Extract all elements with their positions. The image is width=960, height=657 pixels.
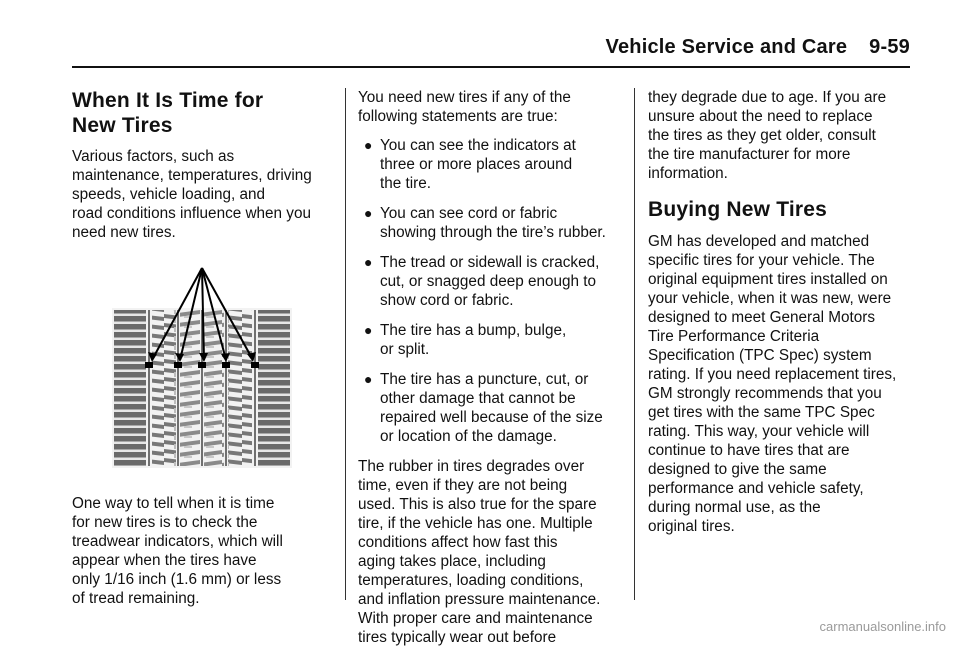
heading-when-time-for-new-tires: When It Is Time for New Tires xyxy=(72,89,264,137)
buying-paragraph: GM has developed and matched specific tires for your vehicle. The original equipment tires installed on your vehicle, when it was new, were designed to meet General Motors Tire Performance Criteria Specification (TPC Spec) system rating. If you need replacement tires, GM strongly recommends that you get tires with the same TPC Spec rating. This way, your vehicle will continue to have tires that are designed to give the same performance and vehicle safety, during normal use, as the original tires. xyxy=(648,233,897,535)
column-2 xyxy=(358,88,622,657)
header-section: Vehicle Service and Care xyxy=(605,36,848,58)
bullet-item: ● The tire has a bump, bulge, or split. xyxy=(364,322,567,358)
bullet-dot-icon: ● xyxy=(364,254,373,270)
heading-buying-new-tires: Buying New Tires xyxy=(648,198,828,221)
treadwear-paragraph: One way to tell when it is time for new tires is to check the treadwear indicators, which will appear when the tires have only 1/16 inch (1.6 mm) or less of tread remaining. xyxy=(72,495,283,607)
header-title xyxy=(606,36,910,59)
treadwear-indicator-icon xyxy=(112,260,292,470)
page-header xyxy=(72,32,910,68)
rubber-degrades-paragraph: The rubber in tires degrades over time, even if they are not being used. This is also true for the spare tire, if the vehicle has one. Multiple conditions affect how fast this aging takes place, including temperatures, loading conditions, and inflation pressure maintenance. With proper care and maintenance tires typically wear out before xyxy=(358,458,601,646)
column-1 xyxy=(72,88,334,618)
bullet-dot-icon: ● xyxy=(364,205,373,221)
continued-paragraph: they degrade due to age. If you are unsure about the need to replace the tires as they get older, consult the tire manufacturer for more information. xyxy=(648,89,887,182)
column-divider xyxy=(345,88,346,600)
bullet-item: ● You can see cord or fabric showing through the tire’s rubber. xyxy=(364,205,606,241)
column-3 xyxy=(648,88,912,546)
page-number: 9-59 xyxy=(869,36,910,58)
bullet-dot-icon: ● xyxy=(364,371,373,387)
intro-paragraph: Various factors, such as maintenance, temperatures, driving speeds, vehicle loading, and road conditions influence when you need new tires. xyxy=(72,148,312,241)
bullet-item: ● The tread or sidewall is cracked, cut, or snagged deep enough to show cord or fabric. xyxy=(364,254,600,309)
bullet-item: ● The tire has a puncture, cut, or other damage that cannot be repaired well because of the size or location of the damage. xyxy=(364,371,603,445)
statements-intro: You need new tires if any of the following statements are true: xyxy=(358,89,571,125)
bullet-dot-icon: ● xyxy=(364,322,373,338)
bullet-item: ● You can see the indicators at three or more places around the tire. xyxy=(364,137,576,192)
watermark: carmanualsonline.info xyxy=(819,619,946,634)
column-divider xyxy=(634,88,635,600)
bullet-dot-icon: ● xyxy=(364,137,373,153)
